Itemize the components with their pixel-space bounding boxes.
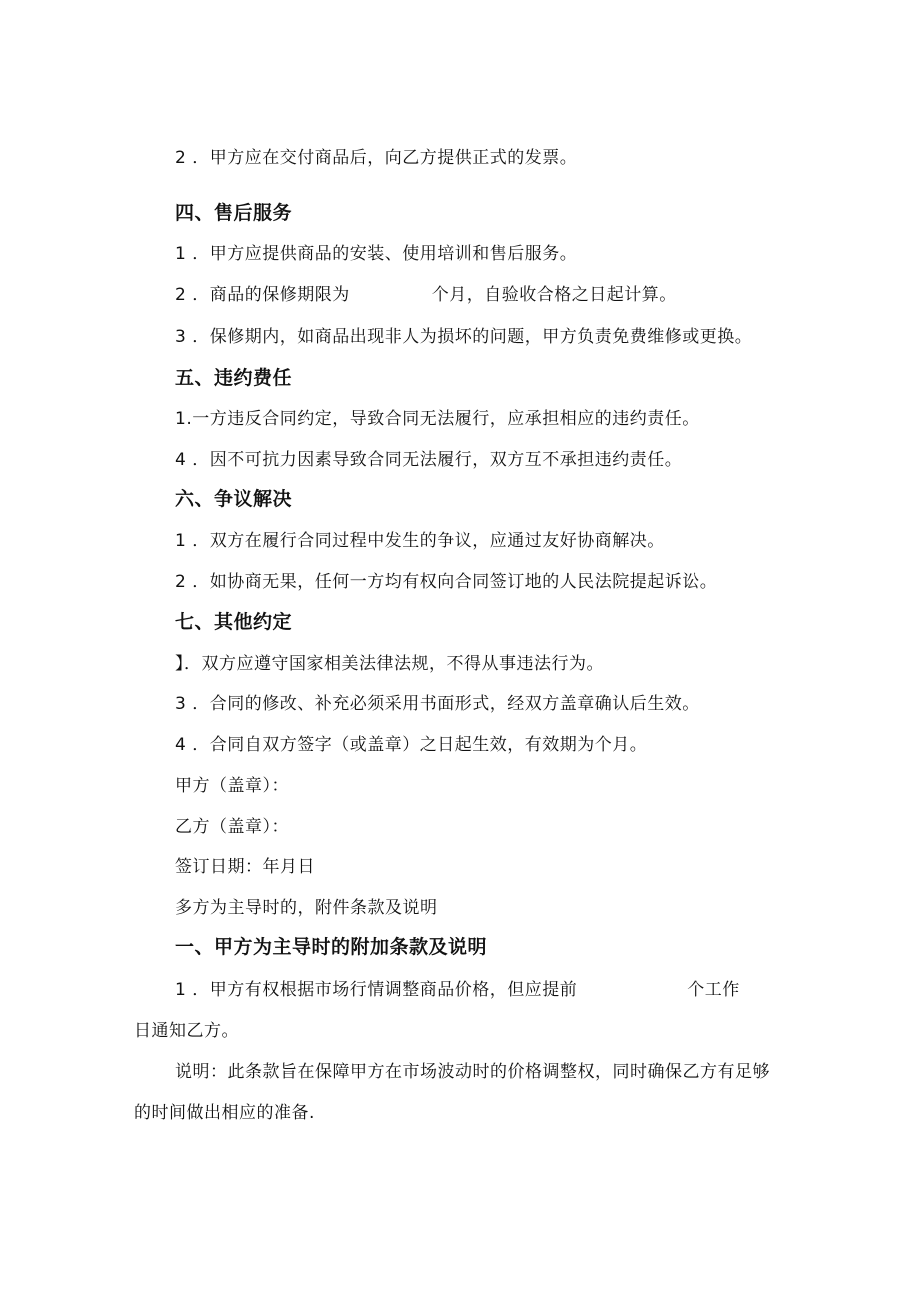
party-b-seal: 乙方（盖章）：	[175, 817, 289, 837]
s3-item-2: 2 ．甲方应在交付商品后，向乙方提供正式的发票。	[175, 148, 578, 168]
s4-item-2	[175, 283, 677, 307]
note-line-2: 的时间做出相应的准备.	[134, 1103, 315, 1123]
s4-item-3: 3 ．保修期内，如商品出现非人为损坏的问题，甲方负责免费维修或更换。	[175, 327, 753, 347]
section-heading-dispute: 六、争议解决	[175, 488, 293, 510]
section-heading-other: 七、其他约定	[175, 611, 293, 633]
s5-item-1: 1.一方违反合同约定，导致合同无法履行，应承担相应的违约责任。	[175, 409, 700, 429]
appendix-item-1-continued: 日通知乙方。	[134, 1021, 239, 1041]
appendix-item-1-text-b: 个工作	[687, 980, 740, 1000]
section-heading-after-sales: 四、售后服务	[175, 202, 293, 224]
s6-item-1: 1 ．双方在履行合同过程中发生的争议，应通过友好协商解决。	[175, 531, 665, 551]
appendix-heading: 一、甲方为主导时的附加条款及说明	[175, 936, 488, 958]
multi-party-title: 多方为主导时的，附件条款及说明	[175, 898, 438, 918]
appendix-item-1-text-a: 1 ．甲方有权根据市场行情调整商品价格，但应提前	[175, 980, 578, 1000]
appendix-item-1	[175, 978, 740, 1002]
signing-date: 签订日期：年月日	[175, 857, 315, 877]
note-line-1: 说明：此条款旨在保障甲方在市场波动时的价格调整权，同时确保乙方有足够	[175, 1062, 770, 1082]
section-heading-liability: 五、违约费任	[175, 367, 293, 389]
s7-item-3: 3 ．合同的修改、补充必须采用书面形式，经双方盖章确认后生效。	[175, 694, 700, 714]
s5-item-4: 4 ．因不可抗力因素导致合同无法履行，双方互不承担违约责任。	[175, 450, 683, 470]
party-a-seal: 甲方（盖章）：	[175, 776, 289, 796]
s7-item-1: 】．双方应遵守国家相美法律法规，不得从事违法行为。	[175, 654, 604, 674]
s7-item-4: 4 ．合同自双方签字（或盖章）之日起生效，有效期为个月。	[175, 735, 648, 755]
s6-item-2: 2 ．如协商无果，任何一方均有权向合同签订地的人民法院提起诉讼。	[175, 572, 718, 592]
s4-item-2-text-a: 2 ．商品的保修期限为	[175, 285, 350, 305]
s4-item-2-text-b: 个月，自验收合格之日起计算。	[431, 285, 677, 305]
s4-item-1: 1 ．甲方应提供商品的安装、使用培训和售后服务。	[175, 244, 578, 264]
